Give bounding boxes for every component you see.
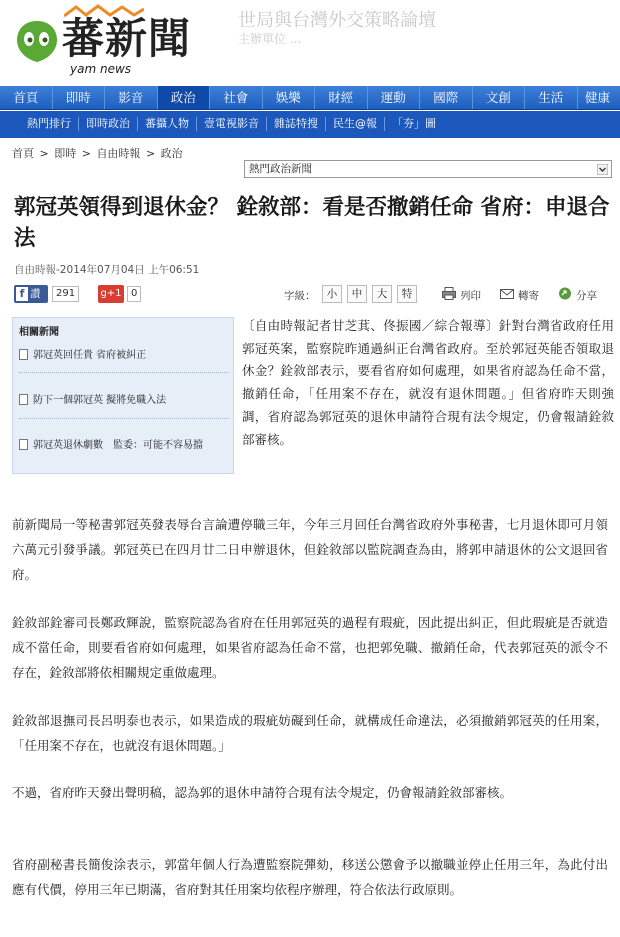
font-size-label: 字級： xyxy=(284,290,316,302)
related-news-item[interactable] xyxy=(19,391,166,406)
article-paragraph: 前新聞局一等秘書郭冠英發表辱台言論遭停職三年，今年三月回任台灣省政府外事秘書，七月退休即可月領六萬元引發爭議。郭冠英已在四月廿二日申辦退休，但銓敘部以監院調查為由，將郭申請退休的公文退回省府。 xyxy=(12,517,608,582)
breadcrumb-separator: > xyxy=(145,147,156,160)
article-lead-paragraph: 〔自由時報記者甘芝萁、佟振國／綜合報導〕針對台灣省政府任用郭冠英案，監察院昨通過糾正台灣省政府。至於郭冠英能否領取退休金？銓敘部表示，要看省府如何處理，如果省府認為任命不當，撤銷任命，「任用案不存在，就沒有退休問題。」但省府昨天則強調，省府認為郭冠英的退休申請符合現有法令規定，仍會報請銓敘部審核。 xyxy=(242,318,614,447)
related-news-item-label[interactable]: 防下一個郭冠英 擬將免職入法 xyxy=(33,395,167,406)
article-paragraph: 不過，省府昨天發出聲明稿，認為郭的退休申請符合現有法令規定，仍會報請銓敘部審核。 xyxy=(12,785,513,800)
font-size-small-button[interactable]: 小 xyxy=(322,285,342,303)
breadcrumb xyxy=(12,145,185,161)
print-icon[interactable] xyxy=(442,287,456,300)
related-news-item[interactable] xyxy=(19,346,146,361)
facebook-like-label: 讚 xyxy=(30,288,41,300)
related-news-item[interactable] xyxy=(19,436,203,451)
nav-item-sports[interactable]: 運動 xyxy=(368,86,421,109)
header-banner-text: 世局與台灣外交策略論壇 xyxy=(238,10,436,31)
nav-item-culture[interactable]: 文創 xyxy=(473,86,526,109)
font-size-medium-button[interactable]: 中 xyxy=(347,285,367,303)
nav-item-health[interactable]: 健康 xyxy=(584,90,610,105)
subnav-item-hot-images[interactable]: 「夯」圖 xyxy=(392,117,436,130)
hot-news-select[interactable] xyxy=(244,160,612,178)
nav-item-international[interactable]: 國際 xyxy=(420,86,473,109)
chevron-down-icon[interactable] xyxy=(597,164,608,175)
header-banner-subtext: 主辦單位 ... xyxy=(238,32,302,46)
main-nav xyxy=(0,86,620,110)
nav-item-entertainment[interactable]: 娛樂 xyxy=(263,86,316,109)
subnav-item-politics-live[interactable]: 即時政治 xyxy=(79,117,138,131)
facebook-like-button[interactable] xyxy=(14,285,48,303)
site-header xyxy=(0,0,620,84)
nav-item-home[interactable]: 首頁 xyxy=(0,86,53,109)
facebook-icon: f xyxy=(16,287,28,301)
subnav-item-people[interactable]: 蕃攝人物 xyxy=(138,117,197,131)
related-news-box xyxy=(12,317,234,474)
sub-nav xyxy=(0,111,620,138)
subnav-item-hot[interactable]: 熱門排行 xyxy=(20,117,79,131)
nav-item-video[interactable]: 影音 xyxy=(105,86,158,109)
breadcrumb-separator: > xyxy=(81,147,91,160)
document-icon xyxy=(19,394,28,405)
share-icon[interactable] xyxy=(558,287,572,300)
related-news-divider xyxy=(19,418,229,419)
subnav-item-nexttv[interactable]: 壹電視影音 xyxy=(197,117,267,131)
nav-item-finance[interactable]: 財經 xyxy=(315,86,368,109)
related-news-item-label[interactable]: 郭冠英回任貴 省府被糾正 xyxy=(33,350,147,361)
forward-button[interactable]: 轉寄 xyxy=(518,290,539,302)
subnav-item-magazine[interactable]: 雜誌特搜 xyxy=(267,117,326,131)
nav-item-life[interactable]: 生活 xyxy=(525,86,578,109)
print-button[interactable]: 列印 xyxy=(460,290,481,302)
facebook-like-count: 291 xyxy=(52,286,79,302)
font-size-large-button[interactable]: 大 xyxy=(372,285,392,303)
nav-item-society[interactable]: 社會 xyxy=(210,86,263,109)
hot-news-select-value: 熱門政治新聞 xyxy=(249,163,312,175)
breadcrumb-source[interactable]: 自由時報 xyxy=(96,147,141,160)
related-news-divider xyxy=(19,372,229,373)
font-size-xlarge-button[interactable]: 特 xyxy=(397,285,417,303)
article-paragraph: 銓敘部銓審司長鄭政輝說，監察院認為省府在任用郭冠英的過程有瑕疵，因此提出糾正，但此瑕疵是否就造成不當任命，則要看省府如何處理，如果省府認為任命不當，也把郭免職、撤銷任命，代表郭冠英的派令不存在，銓敘部將依相關規定重做處理。 xyxy=(12,615,608,680)
breadcrumb-politics[interactable]: 政治 xyxy=(160,147,183,160)
document-icon xyxy=(19,439,28,450)
google-plus-count: 0 xyxy=(127,286,141,302)
logo-subtitle: yam news xyxy=(70,62,132,76)
breadcrumb-home[interactable]: 首頁 xyxy=(12,147,34,160)
logo-text[interactable]: 蕃新聞 xyxy=(62,14,192,63)
article-toolbar xyxy=(14,285,608,307)
related-news-item-label[interactable]: 郭冠英退休劇數 監委：可能不容易擋 xyxy=(33,440,203,451)
breadcrumb-realtime[interactable]: 即時 xyxy=(54,147,77,160)
breadcrumb-separator: > xyxy=(39,147,49,160)
article-paragraph: 省府副秘書長簡俊涂表示，郭當年個人行為遭監察院彈劾，移送公懲會予以撤職並停止任用三年，為此付出應有代價，停用三年已期滿，省府對其任用案均依程序辦理，符合依法行政原則。 xyxy=(12,857,608,897)
article-paragraph: 銓敘部退撫司長呂明泰也表示，如果造成的瑕疵妨礙到任命，就構成任命違法，必須撤銷郭冠英的任用案，「任用案不存在，也就沒有退休問題。」 xyxy=(12,713,608,753)
yam-logo-icon[interactable] xyxy=(14,18,60,64)
nav-item-realtime[interactable]: 即時 xyxy=(53,86,106,109)
mail-forward-icon[interactable] xyxy=(500,287,514,300)
related-news-heading: 相關新聞 xyxy=(19,327,59,338)
article-date: 自由時報-2014年07月04日 上午06:51 xyxy=(14,264,200,276)
share-button[interactable]: 分享 xyxy=(576,290,597,302)
article-title: 郭冠英領得到退休金？ 銓敘部：看是否撤銷任命 省府：申退合法 xyxy=(14,195,610,251)
document-icon xyxy=(19,349,28,360)
subnav-item-minsheng[interactable]: 民生@報 xyxy=(326,117,385,131)
google-plus-button[interactable]: g+1 xyxy=(98,285,124,303)
nav-item-politics[interactable]: 政治 xyxy=(158,86,211,109)
